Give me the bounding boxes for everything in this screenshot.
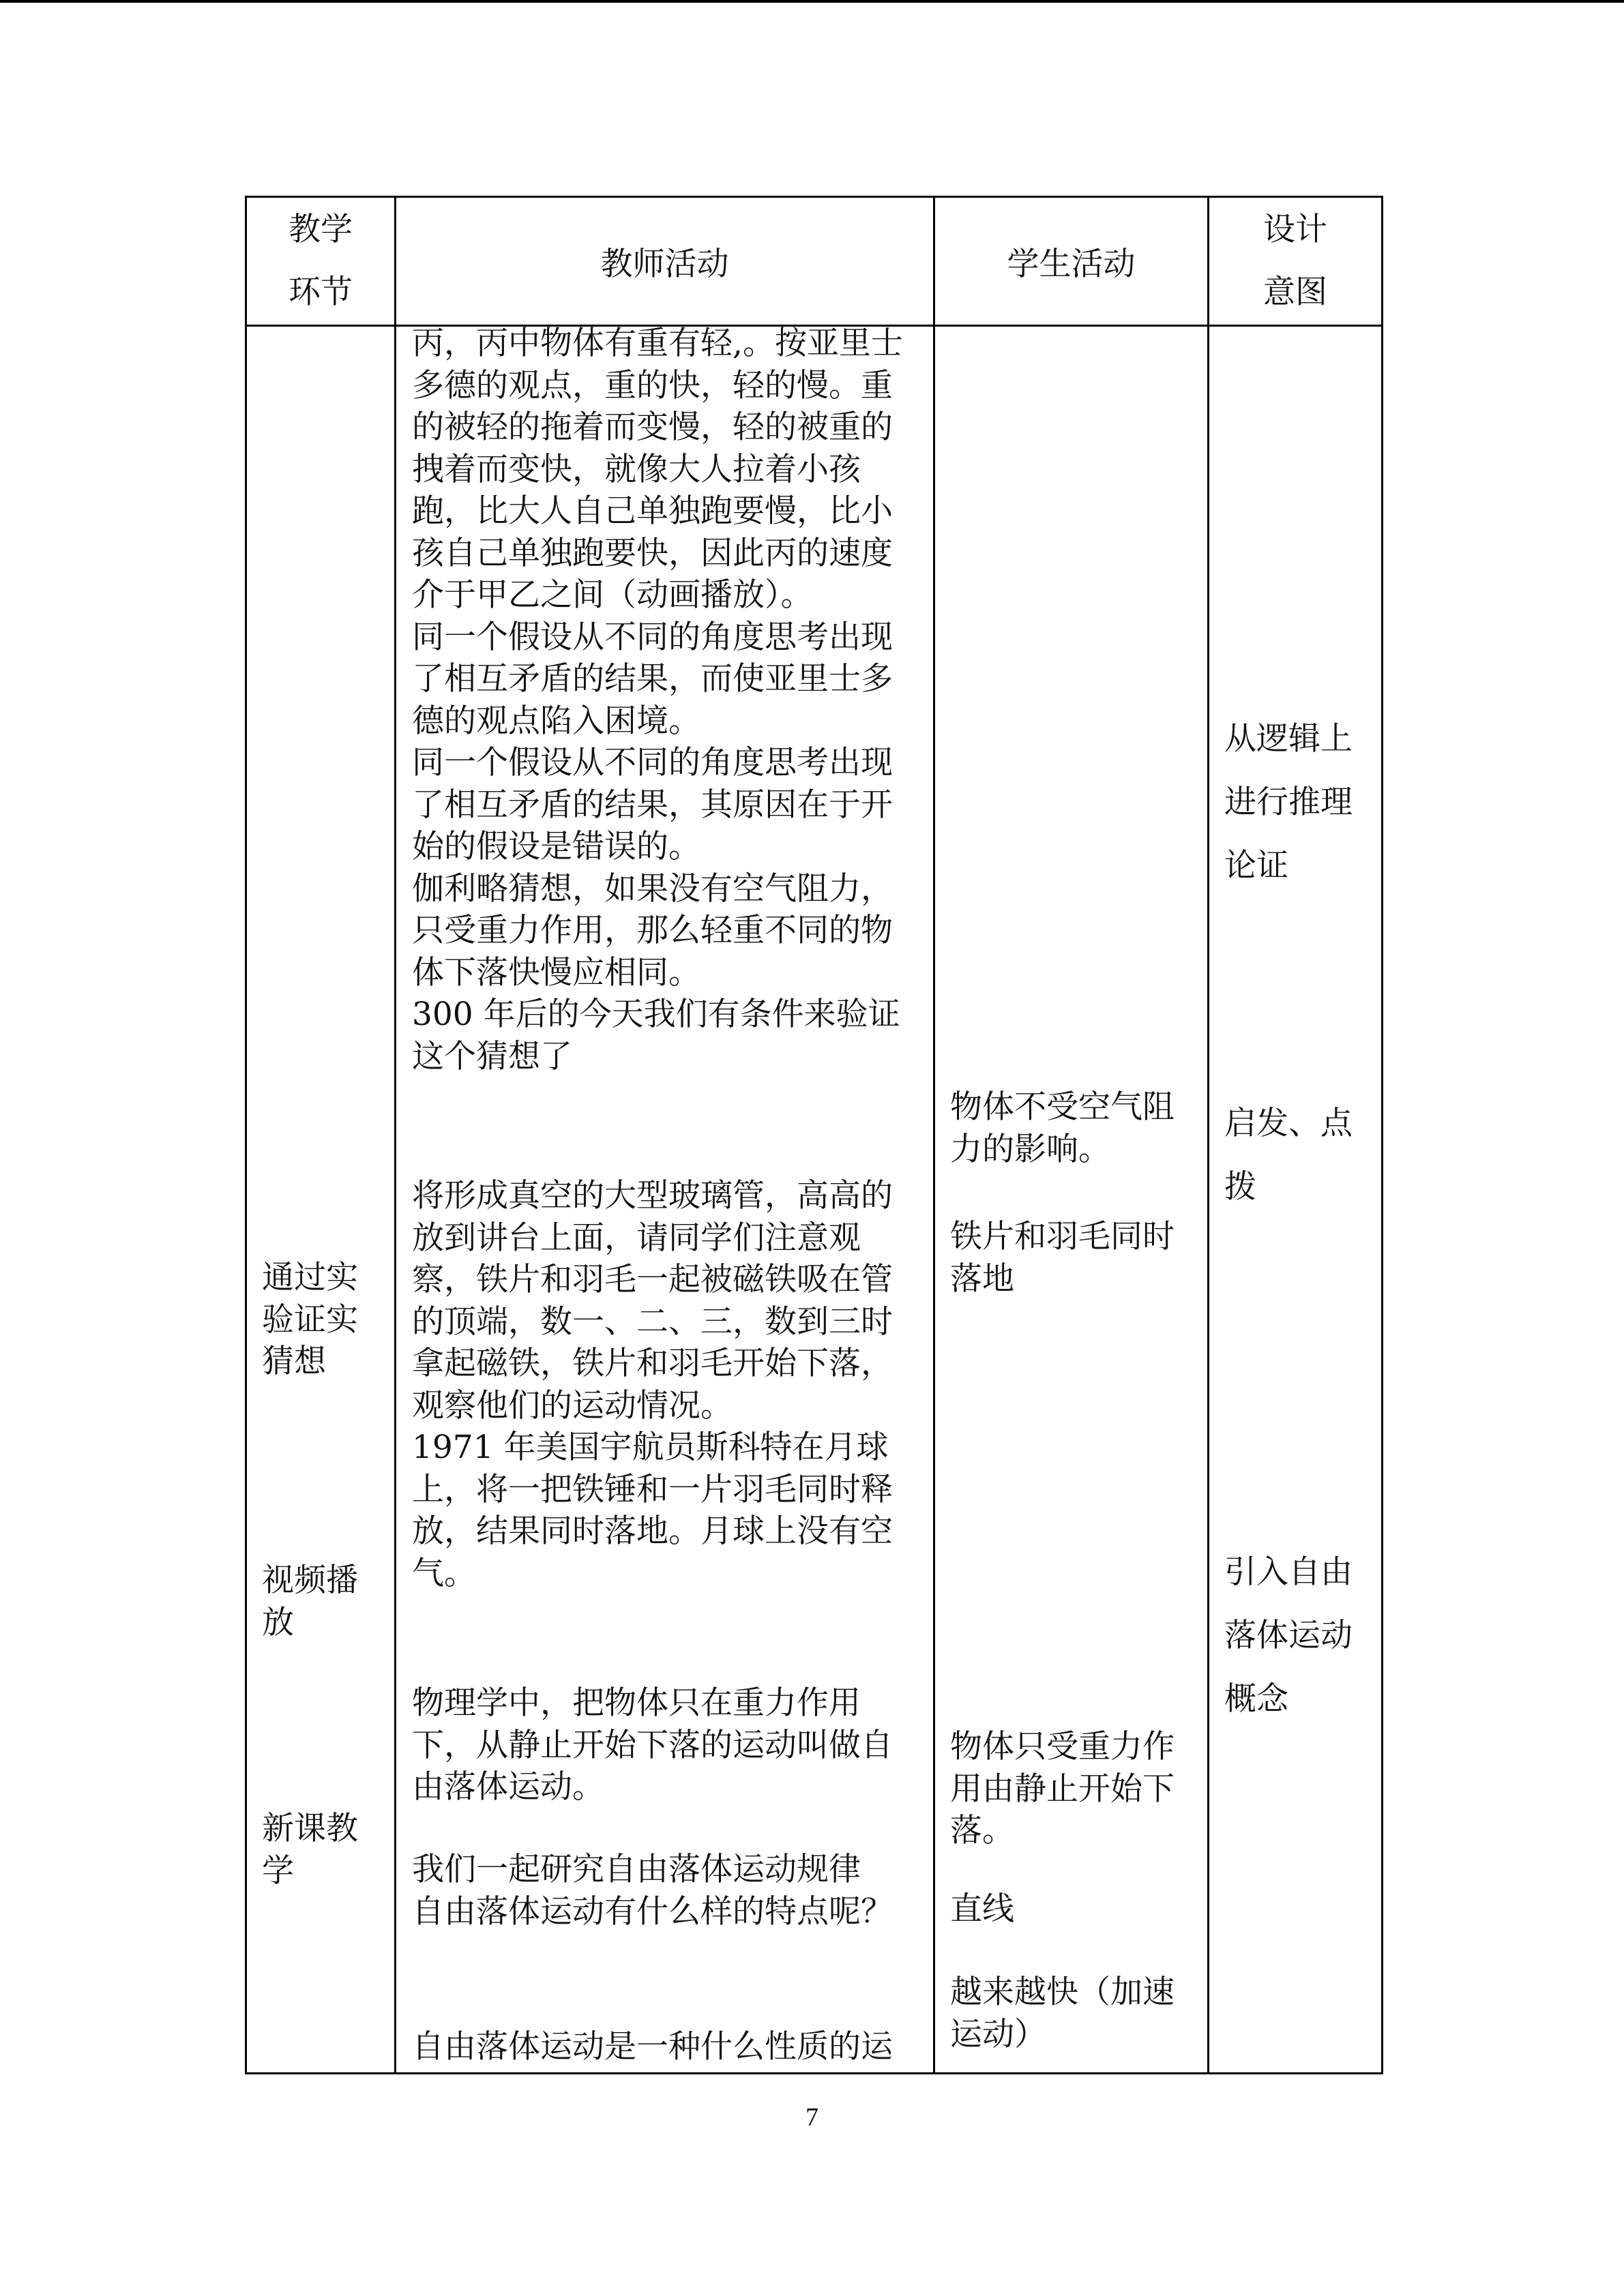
table-header-row — [246, 197, 1383, 326]
stage-cell — [246, 326, 396, 2074]
intent-text-logic: 从逻辑上 进行推理 论证 — [1224, 720, 1353, 884]
table-body-row — [246, 326, 1383, 2074]
student-cell — [934, 326, 1209, 2074]
stage-video: 视频播 放 — [262, 1562, 358, 1641]
teacher-text-experiment: 将形成真空的大型玻璃管，高高的 放到讲台上面，请同学们注意观 察，铁片和羽毛一起被磁铁吸在管 的顶端，数一、二、三，数到三时 拿起磁铁，铁片和羽毛开始下落， 观察他们的运动情况。 1971 年美国宇航员斯科特在月球 上，将一把铁锤和一片羽毛同时释 放，结果同时落地。月球上没有空 气。 — [412, 1177, 893, 1592]
intent-text-concept: 引入自由 落体运动 概念 — [1224, 1553, 1353, 1718]
header-stage-line1: 教学 — [289, 211, 353, 248]
teacher-text-reasoning: 丙，丙中物体有重有轻,。按亚里士 多德的观点，重的快，轻的慢。重 的被轻的拖着而变慢，轻的被重的 拽着而变快，就像大人拉着小孩 跑，比大人自己单独跑要慢，比小 孩自己单独跑要快，因此丙的速度 介于甲乙之间（动画播放）。 同一个假设从不同的角度思考出现 了相互矛盾的结果，而使亚里士多 德的观点陷入困境。 同一个假设从不同的角度思考出现 了相互矛盾的结果，其原因在于开 始的假设是错误的。 伽利略猜想，如果没有空气阻力， 只受重力作用，那么轻重不同的物 体下落快慢应相同。 300 年后的今天我们有条件来验证 这个猜想了 — [412, 325, 903, 1075]
lesson-plan-table — [245, 196, 1383, 2074]
header-student: 学生活动 — [934, 197, 1209, 326]
student-text-same-time: 铁片和羽毛同时 落地 — [950, 1218, 1175, 1298]
stage-experiment: 通过实 验证实 猜想 — [262, 1259, 358, 1380]
stage-new-lesson: 新课教 学 — [262, 1810, 358, 1890]
teacher-text-nature: 自由落体运动是一种什么性质的运 — [412, 2028, 893, 2066]
intent-cell — [1209, 326, 1383, 2074]
top-rule — [0, 0, 1624, 3]
header-stage-line2: 环节 — [289, 273, 353, 311]
student-text-no-air: 物体不受空气阻 力的影响。 — [950, 1088, 1175, 1168]
student-text-gravity-only: 物体只受重力作 用由静止开始下 落。 — [950, 1728, 1175, 1849]
page-number: 7 — [806, 2103, 818, 2132]
header-intent — [1209, 197, 1383, 326]
teacher-text-question: 我们一起研究自由落体运动规律 自由落体运动有什么样的特点呢？ — [412, 1851, 893, 1930]
student-text-straight: 直线 — [950, 1890, 1014, 1928]
intent-text-inspire: 启发、点 拨 — [1224, 1105, 1353, 1206]
header-teacher: 教师活动 — [396, 197, 934, 326]
header-stage — [246, 197, 396, 326]
header-intent-line2: 意图 — [1263, 273, 1327, 311]
teacher-text-definition: 物理学中，把物体只在重力作用 下，从静止开始下落的运动叫做自 由落体运动。 — [412, 1684, 893, 1806]
header-intent-line1: 设计 — [1263, 211, 1327, 248]
student-text-accelerating: 越来越快（加速 运动） — [950, 1973, 1175, 2053]
teacher-cell — [396, 326, 934, 2074]
